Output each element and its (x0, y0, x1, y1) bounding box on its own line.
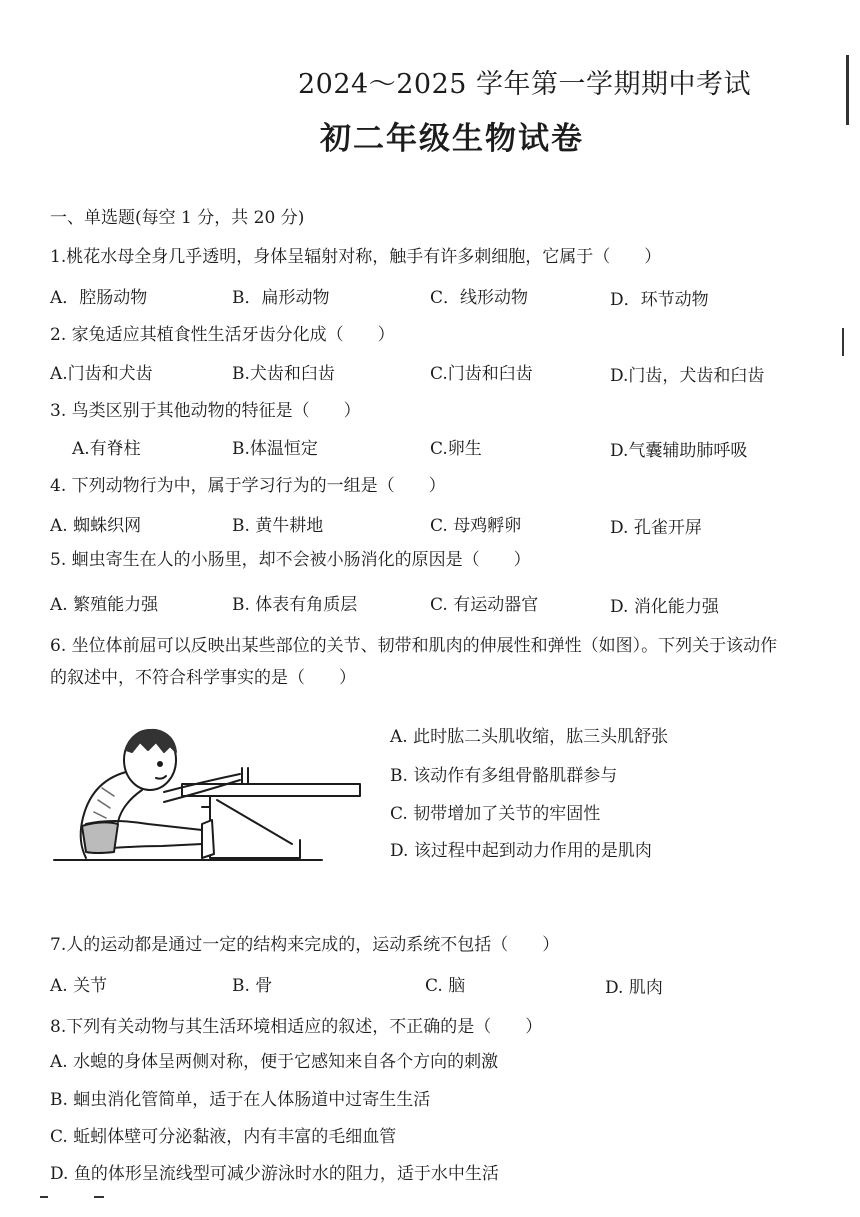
question-6-option-b: B. 该动作有多组骨骼肌群参与 (390, 766, 618, 786)
question-2-stem: 2. 家兔适应其植食性生活牙齿分化成（ ） (50, 325, 395, 345)
question-3-option-c: C.卵生 (430, 439, 482, 459)
question-8-option-a: A. 水螅的身体呈两侧对称，便于它感知来自各个方向的刺激 (50, 1052, 499, 1072)
question-8-option-d: D. 鱼的体形呈流线型可减少游泳时水的阻力，适于水中生活 (50, 1164, 499, 1184)
exam-subtitle: 初二年级生物试卷 (320, 121, 584, 157)
question-5-option-d: D. 消化能力强 (610, 597, 719, 617)
scan-edge-mark (842, 328, 844, 356)
question-2-option-a: A.门齿和犬齿 (50, 364, 153, 384)
question-6-option-a: A. 此时肱二头肌收缩，肱三头肌舒张 (390, 727, 669, 747)
question-2-option-b: B.犬齿和臼齿 (232, 364, 335, 384)
question-1-option-a: A．腔肠动物 (50, 288, 148, 308)
question-1-stem: 1.桃花水母全身几乎透明，身体呈辐射对称，触手有许多刺细胞，它属于（ ） (50, 247, 662, 267)
question-4-stem: 4. 下列动物行为中，属于学习行为的一组是（ ） (50, 476, 446, 496)
scan-edge-mark (40, 1196, 48, 1198)
question-1-option-b: B．扁形动物 (232, 288, 330, 308)
question-7-option-b: B. 骨 (232, 976, 273, 996)
question-7-stem: 7.人的运动都是通过一定的结构来完成的，运动系统不包括（ ） (50, 935, 560, 955)
scan-edge-mark (94, 1196, 104, 1198)
question-7-option-c: C. 脑 (425, 976, 466, 996)
question-1-option-d: D．环节动物 (610, 290, 709, 310)
question-5-option-c: C. 有运动器官 (430, 595, 539, 615)
question-3-option-d: D.气囊辅助肺呼吸 (610, 441, 748, 461)
exam-title: 2024～2025 学年第一学期期中考试 (298, 69, 752, 100)
question-4-option-a: A. 蜘蛛织网 (50, 516, 142, 536)
question-6-stem-line1: 6. 坐位体前屈可以反映出某些部位的关节、韧带和肌肉的伸展性和弹性（如图）。下列关于该动作 (50, 636, 778, 656)
question-1-option-c: C．线形动物 (430, 288, 529, 308)
sit-and-reach-figure (52, 712, 370, 870)
question-8-stem: 8.下列有关动物与其生活环境相适应的叙述，不正确的是（ ） (50, 1017, 543, 1037)
question-3-option-b: B.体温恒定 (232, 439, 318, 459)
question-4-option-d: D. 孔雀开屏 (610, 518, 702, 538)
question-3-option-a: A.有脊柱 (72, 439, 141, 459)
question-8-option-b: B. 蛔虫消化管简单，适于在人体肠道中过寄生生活 (50, 1090, 431, 1110)
question-3-stem: 3. 鸟类区别于其他动物的特征是（ ） (50, 401, 361, 421)
question-6-stem-line2: 的叙述中，不符合科学事实的是（ ） (50, 668, 356, 688)
question-8-option-c: C. 蚯蚓体壁可分泌黏液，内有丰富的毛细血管 (50, 1127, 397, 1147)
question-5-option-b: B. 体表有角质层 (232, 595, 358, 615)
scan-edge-mark (846, 55, 849, 125)
question-5-stem: 5. 蛔虫寄生在人的小肠里，却不会被小肠消化的原因是（ ） (50, 550, 531, 570)
question-5-option-a: A. 繁殖能力强 (50, 595, 159, 615)
question-4-option-b: B. 黄牛耕地 (232, 516, 324, 536)
section-heading: 一、单选题(每空 1 分，共 20 分) (50, 208, 305, 228)
question-4-option-c: C. 母鸡孵卵 (430, 516, 522, 536)
question-7-option-d: D. 肌肉 (605, 978, 663, 998)
question-2-option-d: D.门齿，犬齿和臼齿 (610, 366, 765, 386)
question-2-option-c: C.门齿和臼齿 (430, 364, 533, 384)
question-6-option-d: D. 该过程中起到动力作用的是肌肉 (390, 841, 652, 861)
question-6-option-c: C. 韧带增加了关节的牢固性 (390, 804, 601, 824)
question-7-option-a: A. 关节 (50, 976, 108, 996)
